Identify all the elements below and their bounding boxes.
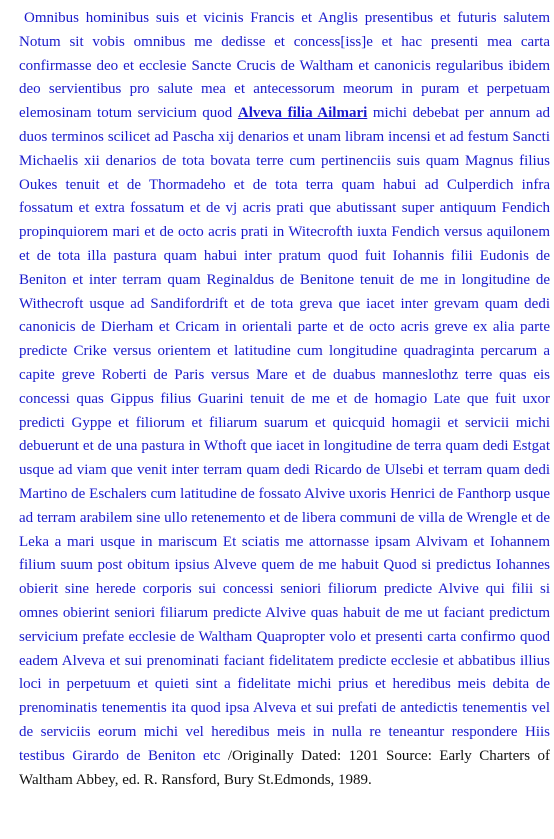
charter-text-after-link: michi debebat per annum ad duos terminos scilicet ad Pascha xij denarios et unam libram incensi et ad festum Sancti Michaelis xii denarios de tota bovata terre cum pertinenciis suis quam Magnus filius Oukes tenuit et de Thormadeho et de tota terra quam habui ad Culperdich infra fossatum et extra fossatum et de vj acris prati que abutissant super antiquum Fendich propinquiorem mari et de octo acris prati in Witecrofth iuxta Fendich versus aquilonem et de tota illa pastura quam habui inter pratum quod fuit Iohannis filii Eudonis de Beniton et inter terram quam Reginaldus de Benitone tenuit de me in longitudine de Withecroft usque ad Sandifordrift et de tota greva que iacet inter grevam quam dedi canonicis de Dierham et Cricam in orientali parte et de octo acris greve ex alia parte predicte Crike versus orientem et latitudine cum longitudine quadraginta percarum a capite greve Roberti de Paris versus Mare et de duabus manneslothz terre quas eis concessi quas Gippus filius Guarini tenuit de me et de homagio Late que fuit uxor predicti Gyppe et filiorum et filiarum suarum et quicquid homagii et servicii michi debuerunt et de una pastura in Wthoft que iacet in longitudine de terra quam dedi Estgat usque ad viam que venit inter terram quam dedi Ricardo de Ulsebi et terram quam dedi Martino de Eschalers cum latitudine de fossato Alvive uxoris Henrici de Fanthorp usque ad terram arabilem sine ullo retenemento et de libera communi de villa de Wrengle et de Leka a mari usque in mariscum Et sciatis me attornasse ipsam Alvivam et Iohannem filium suum post obitum ipsius Alveve quem de me habuit Quod si predictus Iohannes obierit sine herede corporis sui concessi seniori filiorum predicte Alvive qui filii si omnes obierint seniori filiarum predicte Alvive quas habuit de me ut faciant predictum servicium prefate ecclesie de Waltham Quapropter volo et presenti carta confirmo quod eadem Alveva et sui prenominati faciant fidelitatem predicte ecclesie et abbatibus illius loci in perpetuum et quieti sint a fidelitate michi prius et heredibus meis debita de prenominatis tenementis ita quod ipsa Alveva et sui prefati de antedictis tenementis vel de serviciis eorum michi vel heredibus meis in nulla re teneantur respondere Hiis testibus Girardo de Beniton etc bbox=[19, 105, 551, 764]
source-citation: /Originally Dated: 1201 Source: Early Charters of Waltham Abbey, ed. R. Ransford, Bury St.Edmonds, 1989. bbox=[19, 747, 551, 788]
charter-text-before-link: Omnibus hominibus suis et vicinis Francis et Anglis presentibus et futuris salutem Notum sit vobis omnibus me dedisse et concess[iss]e et hac presenti mea carta confirmasse deo et ecclesie Sancte Crucis de Waltham et canonicis regularibus ibidem deo servientibus pro salute mea et antecessorum meorum in puram et perpetuam elemosinam totum servicium quod bbox=[19, 10, 550, 122]
person-link-alveva[interactable]: Alveva filia Ailmari bbox=[237, 105, 368, 122]
